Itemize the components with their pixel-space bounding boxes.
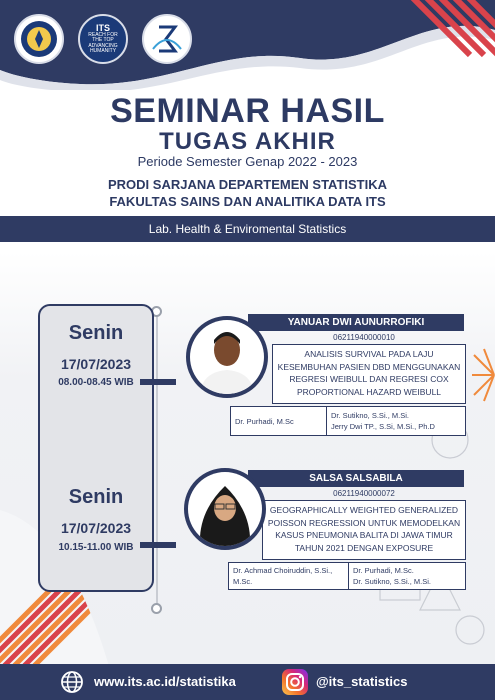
its-seal-logo xyxy=(14,14,64,64)
seminar-title: SEMINAR HASIL xyxy=(110,92,385,130)
session-2-nim: 06211940000072 xyxy=(333,489,395,498)
its-logo-advancing-text: ADVANCING HUMANITY xyxy=(88,42,118,54)
session-1-advisors xyxy=(230,406,466,436)
timeline-line xyxy=(156,312,158,612)
lab-banner: Lab. Health & Enviromental Statistics xyxy=(0,216,495,242)
logo-group xyxy=(14,14,192,64)
session-2-presenter-photo xyxy=(184,468,266,550)
title-line: ANALISIS SURVIVAL PADA LAJU xyxy=(304,349,434,359)
globe-icon xyxy=(60,670,84,694)
session-2-thesis-title xyxy=(262,500,466,560)
session-1-presenter-photo xyxy=(186,316,268,398)
statistics-logo xyxy=(142,14,192,64)
session-1-connector xyxy=(140,379,176,385)
period-text: Periode Semester Genap 2022 - 2023 xyxy=(137,154,358,169)
session-2-connector xyxy=(140,542,176,548)
session-1-presenter-name: YANUAR DWI AUNURROFIKI xyxy=(248,314,464,331)
instagram-icon xyxy=(282,669,308,695)
examiner-name: Jerry Dwi TP., S.Si, M.Si., Ph.D xyxy=(331,422,435,431)
sunburst-decoration xyxy=(470,345,495,405)
title-line: KESEMBUHAN PASIEN DBD MENGGUNAKAN xyxy=(277,361,461,372)
session-1-time: 08.00-08.45 WIB xyxy=(58,377,134,388)
session-1-supervisor: Dr. Purhadi, M.Sc xyxy=(231,407,327,435)
session-1-nim: 06211940000010 xyxy=(333,333,395,342)
session-2-time: 10.15-11.00 WIB xyxy=(58,542,134,553)
title-line: POISSON REGRESSION UNTUK MEMODELKAN xyxy=(267,517,461,528)
session-1-thesis-title xyxy=(272,344,466,404)
its-reach-for-the-top-logo xyxy=(78,14,128,64)
session-2-supervisor: Dr. Achmad Choiruddin, S.Si., M.Sc. xyxy=(229,563,349,589)
title-line: PROPORTIONAL HAZARD WEIBULL xyxy=(296,386,442,397)
session-2-presenter-name: SALSA SALSABILA xyxy=(248,470,464,487)
its-logo-reach-text: REACH FOR xyxy=(88,32,118,39)
session-2-advisors xyxy=(228,562,466,590)
session-2-day: Senin xyxy=(68,486,124,508)
title-line: REGRESI WEIBULL DAN REGRESI COX xyxy=(289,374,449,384)
prodi-line: PRODI SARJANA DEPARTEMEN STATISTIKA xyxy=(107,177,388,192)
instagram-handle-link[interactable]: @its_statistics xyxy=(316,674,408,689)
tugas-akhir-title: TUGAS AKHIR xyxy=(159,128,336,155)
its-logo-top-text: THE TOP xyxy=(92,37,114,44)
session-2-date: 17/07/2023 xyxy=(60,520,132,536)
faculty-line: FAKULTAS SAINS DAN ANALITIKA DATA ITS xyxy=(109,194,386,209)
session-1-date: 17/07/2023 xyxy=(60,356,132,372)
examiner-name: Dr. Purhadi, M.Sc. xyxy=(353,566,414,575)
title-line: GEOGRAPHICALLY WEIGHTED GENERALIZED xyxy=(269,505,459,515)
title-line: TAHUN 2021 DENGAN EXPOSURE xyxy=(294,542,434,553)
session-1-examiners xyxy=(327,407,465,435)
title-line: KASUS PNEUMONIA BALITA DI JAWA TIMUR xyxy=(275,530,453,540)
website-link[interactable]: www.its.ac.id/statistika xyxy=(94,674,236,689)
examiner-name: Dr. Sutikno, S.Si., M.Si. xyxy=(331,411,409,420)
department-text xyxy=(0,176,495,210)
session-2-examiners xyxy=(349,563,465,589)
session-1-day: Senin xyxy=(68,322,124,344)
timeline-end-node xyxy=(151,603,162,614)
examiner-name: Dr. Sutikno, S.Si., M.Si. xyxy=(353,577,431,586)
its-logo-text: ITS xyxy=(95,22,110,33)
